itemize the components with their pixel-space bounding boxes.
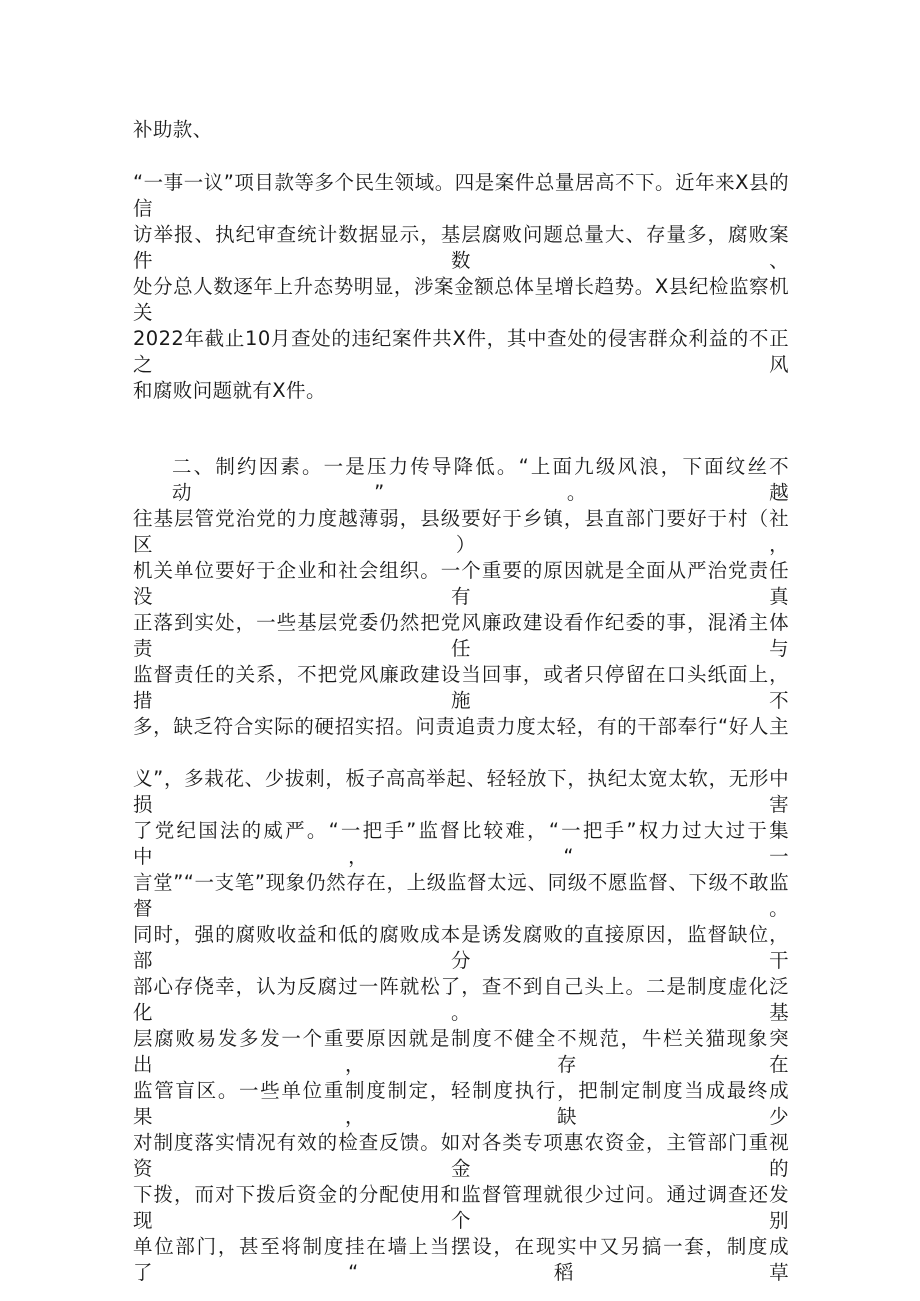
text-line: 了党纪国法的威严。“一把手”监督比较难，“一把手”权力过大过于集中，“一 — [133, 819, 789, 868]
text-line: 访举报、执纪审查统计数据显示，基层腐败问题总量大、存量多，腐败案件数、 — [133, 223, 789, 272]
text-line: 言堂”“一支笔”现象仍然存在，上级监督太远、同级不愿监督、下级不敢监督。 — [133, 871, 789, 920]
text-line: 2022年截止10月查处的违纪案件共X件，其中查处的侵害群众利益的不正之风 — [133, 327, 789, 376]
text-line: 单位部门，甚至将制度挂在墙上当摆设，在现实中又另搞一套，制度成了“稻草 — [133, 1235, 789, 1284]
text-line: 补助款、 — [133, 118, 213, 141]
text-line: 同时，强的腐败收益和低的腐败成本是诱发腐败的直接原因，监督缺位，部分干 — [133, 923, 789, 972]
text-line: 部心存侥幸，认为反腐过一阵就松了，查不到自己头上。二是制度虚化泛化。基 — [133, 975, 789, 1024]
text-line: 监督责任的关系，不把党风廉政建设当回事，或者只停留在口头纸面上，措施不 — [133, 663, 789, 712]
text-line: 正落到实处，一些基层党委仍然把党风廉政建设看作纪委的事，混淆主体责任与 — [133, 611, 789, 660]
text-line: 机关单位要好于企业和社会组织。一个重要的原因就是全面从严治党责任没有真 — [133, 559, 789, 608]
text-line: 层腐败易发多发一个重要原因就是制度不健全不规范，牛栏关猫现象突出，存在 — [133, 1027, 789, 1076]
text-line: 对制度落实情况有效的检查反馈。如对各类专项惠农资金，主管部门重视资金的 — [133, 1131, 789, 1180]
text-line: 和腐败问题就有X件。 — [133, 379, 326, 402]
text-line: 监管盲区。一些单位重制度制定，轻制度执行，把制定制度当成最终成果，缺少 — [133, 1079, 789, 1128]
text-line: 下拨，而对下拨后资金的分配使用和监督管理就很少过问。通过调查还发现个别 — [133, 1183, 789, 1232]
paragraph-first-line: 二、制约因素。一是压力传导降低。“上面九级风浪，下面纹丝不动”。越 — [172, 455, 789, 504]
text-line: “一事一议”项目款等多个民生领域。四是案件总量居高不下。近年来X县的信 — [133, 171, 789, 220]
text-line: 往基层管党治党的力度越薄弱，县级要好于乡镇，县直部门要好于村（社区）， — [133, 507, 789, 556]
text-line: 多，缺乏符合实际的硬招实招。问责追责力度太轻，有的干部奉行“好人主 — [133, 715, 789, 738]
text-line: 义”，多栽花、少拔刺，板子高高举起、轻轻放下，执纪太宽太软，无形中损害 — [133, 767, 789, 816]
text-line: 处分总人数逐年上升态势明显，涉案金额总体呈增长趋势。X县纪检监察机关 — [133, 275, 789, 324]
